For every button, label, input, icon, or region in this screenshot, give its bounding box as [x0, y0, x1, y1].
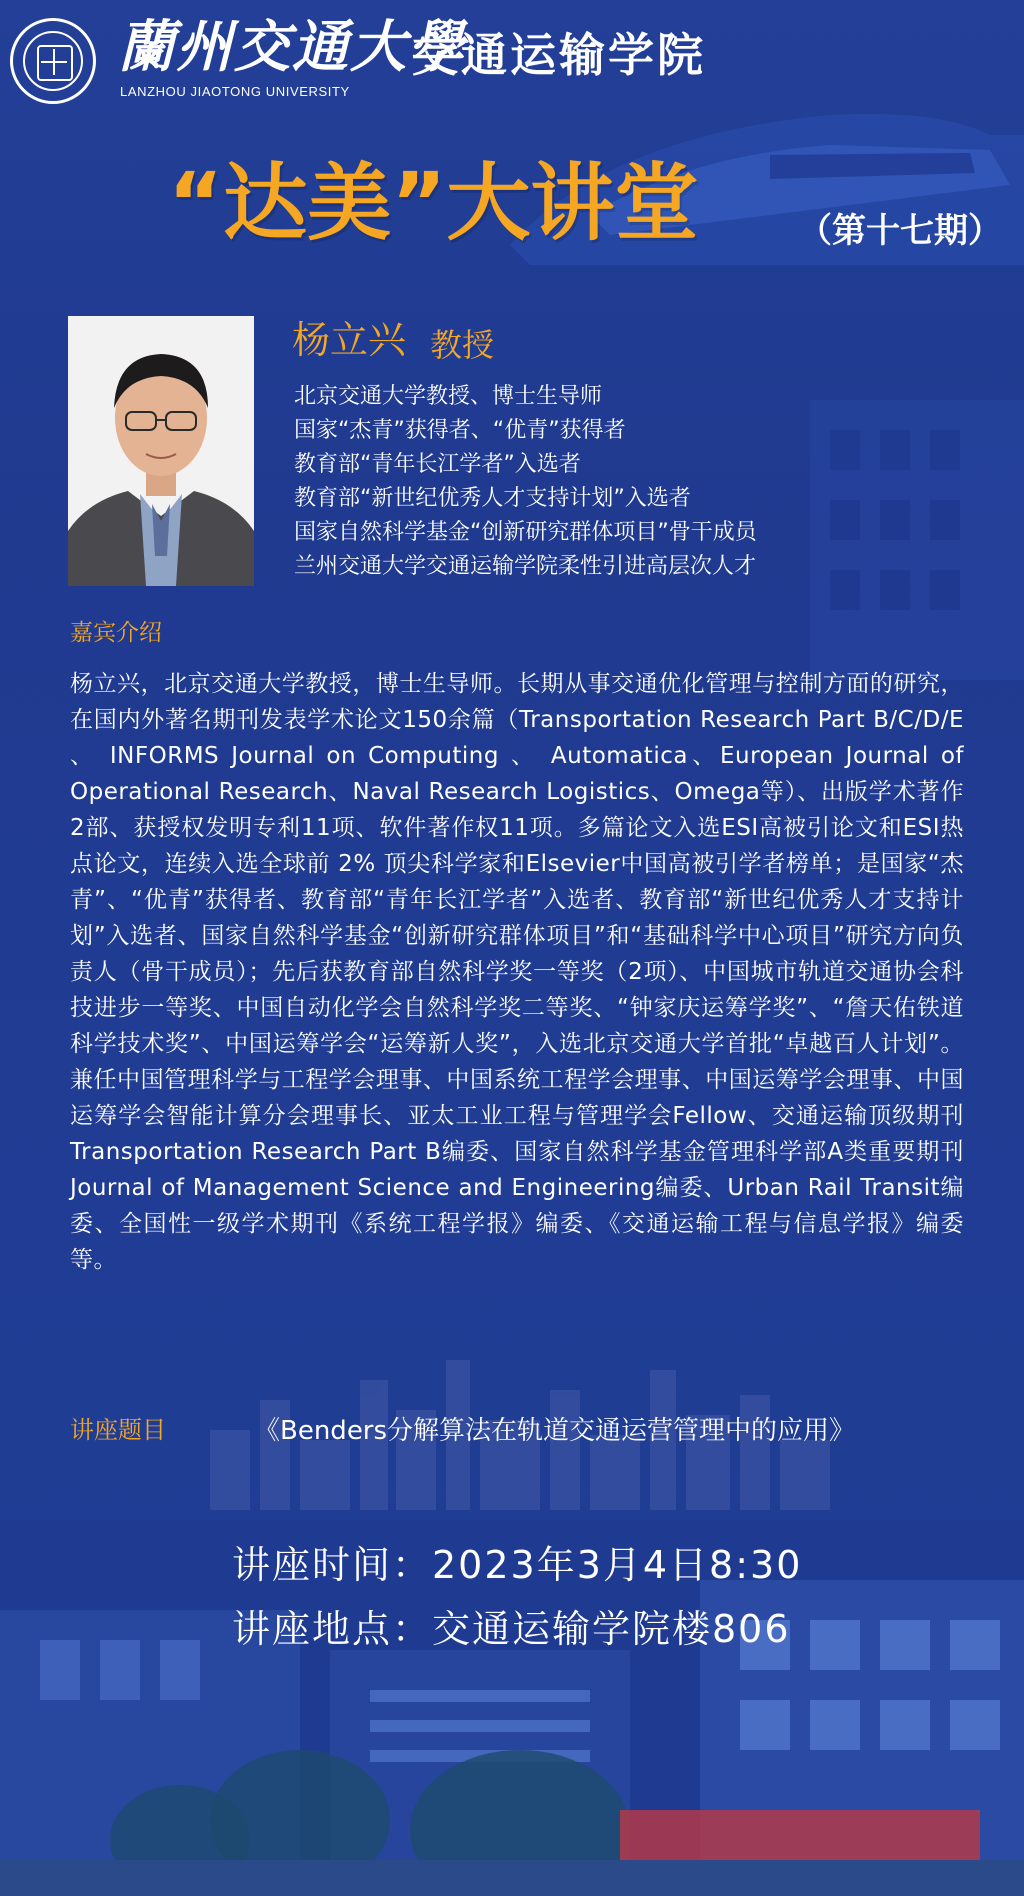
lecture-time: 讲座时间：2023年3月4日8:30	[232, 1543, 803, 1587]
intro-body-text: 杨立兴，北京交通大学教授，博士生导师。长期从事交通优化管理与控制方面的研究，在国内外著名期刊发表学术论文150余篇（Transportation Research Part B/C/D/E 、 INFORMS Journal on Computing 、 Automatica、European Journal of Operational Research、Naval Research Logistics、Omega等）、出版学术著作2部、获授权发明专利11项、软件著作权11项。多篇论文入选ESI高被引论文和ESI热点论文，连续入选全球前 2% 顶尖科学家和Elsevier中国高被引学者榜单；是国家“杰青”、“优青”获得者、教育部“青年长江学者”入选者、教育部“新世纪优秀人才支持计划”入选者、国家自然科学基金“创新研究群体项目”和“基础科学中心项目”研究方向负责人（骨干成员）；先后获教育部自然科学奖一等奖（2项）、中国城市轨道交通协会科技进步一等奖、中国自动化学会自然科学奖二等奖、“钟家庆运筹学奖”、“詹天佑铁道科学技术奖”、中国运筹学会“运筹新人奖”，入选北京交通大学首批“卓越百人计划”。兼任中国管理科学与工程学会理事、中国系统工程学会理事、中国运筹学会理事、中国运筹学会智能计算分会理事长、亚太工业工程与管理学会Fellow、交通运输顶级期刊Transportation Research Part B编委、国家自然科学基金管理科学部A类重要期刊Journal of Management Science and Engineering编委、Urban Rail Transit编委、全国性一级学术期刊《系统工程学报》编委、《交通运输工程与信息学报》编委等。	[70, 671, 964, 1273]
speaker-credentials-list	[294, 380, 757, 584]
school-name: 交通运输学院	[412, 28, 706, 82]
speaker-photo	[68, 316, 254, 586]
credential-item: 北京交通大学教授、博士生导师	[294, 384, 603, 409]
lecture-venue: 讲座地点：交通运输学院楼806	[232, 1607, 791, 1651]
university-name-cn: 蘭州交通大學	[118, 14, 466, 80]
speaker-name: 杨立兴	[292, 318, 407, 362]
building-background-graphic	[770, 380, 1024, 680]
credential-item: 国家自然科学基金“创新研究群体项目”骨干成员	[294, 520, 757, 545]
intro-heading: 嘉宾介绍	[70, 620, 162, 646]
topic-heading: 讲座题目	[70, 1416, 166, 1444]
university-seal-logo	[10, 18, 96, 104]
speaker-title: 教授	[430, 326, 495, 364]
credential-item: 国家“杰青”获得者、“优青”获得者	[294, 418, 626, 443]
issue-number: （第十七期）	[798, 211, 1002, 251]
lecture-topic: 《Benders分解算法在轨道交通运营管理中的应用》	[254, 1416, 856, 1446]
university-name-en: LANZHOU JIAOTONG UNIVERSITY	[120, 84, 350, 99]
credential-item: 教育部“新世纪优秀人才支持计划”入选者	[294, 486, 691, 511]
credential-item: 教育部“青年长江学者”入选者	[294, 452, 581, 477]
credential-item: 兰州交通大学交通运输学院柔性引进高层次人才	[294, 554, 757, 579]
lecture-series-title: “达美”大讲堂	[168, 154, 699, 252]
